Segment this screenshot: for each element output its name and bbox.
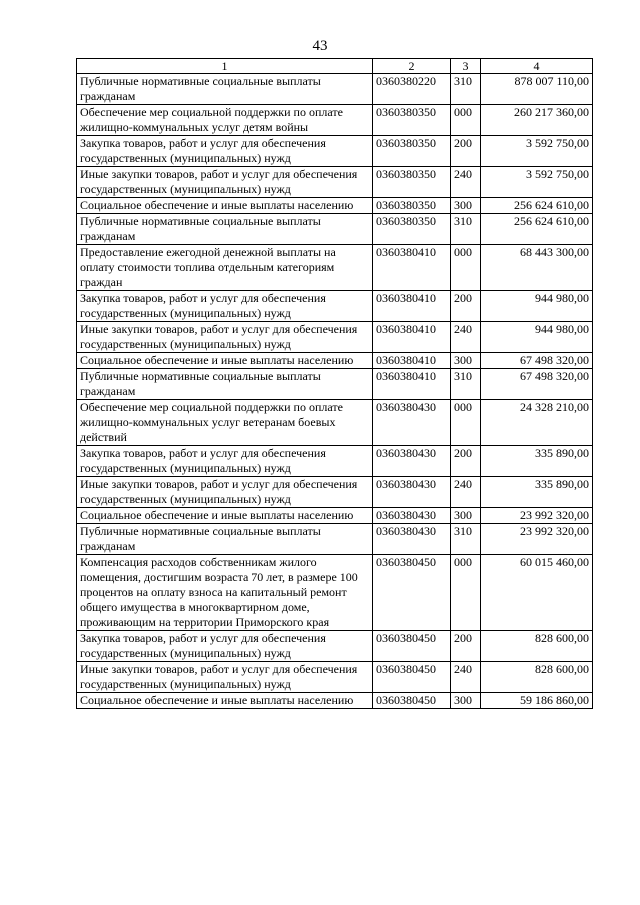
target-code-cell: 0360380450 [373,631,451,662]
expense-type-cell: 000 [451,555,481,631]
table-row [77,245,593,291]
target-code-cell: 0360380430 [373,524,451,555]
expense-type-cell: 310 [451,524,481,555]
table-row [77,631,593,662]
expense-type-cell: 000 [451,400,481,446]
expense-type-cell: 240 [451,477,481,508]
target-code-cell: 0360380410 [373,369,451,400]
expense-type-cell: 240 [451,167,481,198]
target-code-cell: 0360380430 [373,477,451,508]
table-body [77,74,593,709]
expense-type-cell: 200 [451,291,481,322]
column-header-2: 2 [373,59,451,74]
expense-name-cell: Социальное обеспечение и иные выплаты населению [77,693,373,709]
amount-cell: 256 624 610,00 [481,198,593,214]
amount-cell: 23 992 320,00 [481,508,593,524]
table-row [77,477,593,508]
amount-cell: 944 980,00 [481,322,593,353]
expense-type-cell: 200 [451,446,481,477]
table-header [77,59,593,74]
target-code-cell: 0360380410 [373,322,451,353]
expense-name-cell: Закупка товаров, работ и услуг для обеспечения государственных (муниципальных) нужд [77,631,373,662]
expense-type-cell: 310 [451,369,481,400]
expense-type-cell: 310 [451,214,481,245]
target-code-cell: 0360380450 [373,662,451,693]
amount-cell: 68 443 300,00 [481,245,593,291]
table-row [77,198,593,214]
page-number: 43 [312,38,328,54]
amount-cell: 23 992 320,00 [481,524,593,555]
amount-cell: 3 592 750,00 [481,167,593,198]
target-code-cell: 0360380450 [373,693,451,709]
expense-type-cell: 300 [451,198,481,214]
expense-name-cell: Публичные нормативные социальные выплаты гражданам [77,74,373,105]
column-header-1: 1 [77,59,373,74]
target-code-cell: 0360380220 [373,74,451,105]
target-code-cell: 0360380430 [373,508,451,524]
expense-name-cell: Предоставление ежегодной денежной выплаты на оплату стоимости топлива отдельным категориям граждан [77,245,373,291]
target-code-cell: 0360380430 [373,400,451,446]
target-code-cell: 0360380410 [373,291,451,322]
table-row [77,524,593,555]
target-code-cell: 0360380350 [373,167,451,198]
expense-type-cell: 300 [451,693,481,709]
table-row [77,662,593,693]
expense-name-cell: Иные закупки товаров, работ и услуг для обеспечения государственных (муниципальных) нужд [77,477,373,508]
target-code-cell: 0360380350 [373,136,451,167]
table-row [77,322,593,353]
expense-name-cell: Публичные нормативные социальные выплаты гражданам [77,214,373,245]
expense-type-cell: 200 [451,631,481,662]
expense-type-cell: 300 [451,353,481,369]
budget-table [76,58,593,709]
amount-cell: 60 015 460,00 [481,555,593,631]
expense-name-cell: Иные закупки товаров, работ и услуг для обеспечения государственных (муниципальных) нужд [77,322,373,353]
header-row [77,59,593,74]
expense-name-cell: Закупка товаров, работ и услуг для обеспечения государственных (муниципальных) нужд [77,136,373,167]
target-code-cell: 0360380410 [373,245,451,291]
table-row [77,214,593,245]
table-row [77,369,593,400]
expense-type-cell: 000 [451,245,481,291]
table-row [77,291,593,322]
expense-name-cell: Социальное обеспечение и иные выплаты населению [77,508,373,524]
amount-cell: 59 186 860,00 [481,693,593,709]
table-row [77,353,593,369]
amount-cell: 828 600,00 [481,662,593,693]
amount-cell: 256 624 610,00 [481,214,593,245]
expense-type-cell: 000 [451,105,481,136]
table-row [77,508,593,524]
expense-name-cell: Социальное обеспечение и иные выплаты населению [77,198,373,214]
expense-name-cell: Закупка товаров, работ и услуг для обеспечения государственных (муниципальных) нужд [77,446,373,477]
amount-cell: 24 328 210,00 [481,400,593,446]
amount-cell: 3 592 750,00 [481,136,593,167]
expense-type-cell: 240 [451,322,481,353]
table-row [77,446,593,477]
expense-name-cell: Обеспечение мер социальной поддержки по оплате жилищно-коммунальных услуг детям войны [77,105,373,136]
table-row [77,74,593,105]
expense-name-cell: Социальное обеспечение и иные выплаты населению [77,353,373,369]
expense-name-cell: Публичные нормативные социальные выплаты гражданам [77,369,373,400]
expense-name-cell: Закупка товаров, работ и услуг для обеспечения государственных (муниципальных) нужд [77,291,373,322]
expense-name-cell: Иные закупки товаров, работ и услуг для обеспечения государственных (муниципальных) нужд [77,167,373,198]
amount-cell: 260 217 360,00 [481,105,593,136]
table-row [77,555,593,631]
amount-cell: 67 498 320,00 [481,369,593,400]
amount-cell: 944 980,00 [481,291,593,322]
target-code-cell: 0360380350 [373,214,451,245]
table-row [77,136,593,167]
expense-name-cell: Иные закупки товаров, работ и услуг для обеспечения государственных (муниципальных) нужд [77,662,373,693]
column-header-4: 4 [481,59,593,74]
amount-cell: 878 007 110,00 [481,74,593,105]
expense-type-cell: 240 [451,662,481,693]
target-code-cell: 0360380350 [373,198,451,214]
amount-cell: 335 890,00 [481,477,593,508]
expense-type-cell: 200 [451,136,481,167]
amount-cell: 67 498 320,00 [481,353,593,369]
table-row [77,105,593,136]
expense-name-cell: Компенсация расходов собственникам жилого помещения, достигшим возраста 70 лет, в размере 100 процентов на оплату взноса на капитальный ремонт общего имущества в многоквартирном доме, проживающим на территории Приморского края [77,555,373,631]
target-code-cell: 0360380410 [373,353,451,369]
column-header-3: 3 [451,59,481,74]
expense-type-cell: 310 [451,74,481,105]
amount-cell: 335 890,00 [481,446,593,477]
target-code-cell: 0360380450 [373,555,451,631]
expense-type-cell: 300 [451,508,481,524]
expense-name-cell: Обеспечение мер социальной поддержки по оплате жилищно-коммунальных услуг ветеранам боевых действий [77,400,373,446]
target-code-cell: 0360380350 [373,105,451,136]
table-row [77,167,593,198]
table-row [77,400,593,446]
amount-cell: 828 600,00 [481,631,593,662]
table-row [77,693,593,709]
expense-name-cell: Публичные нормативные социальные выплаты гражданам [77,524,373,555]
target-code-cell: 0360380430 [373,446,451,477]
